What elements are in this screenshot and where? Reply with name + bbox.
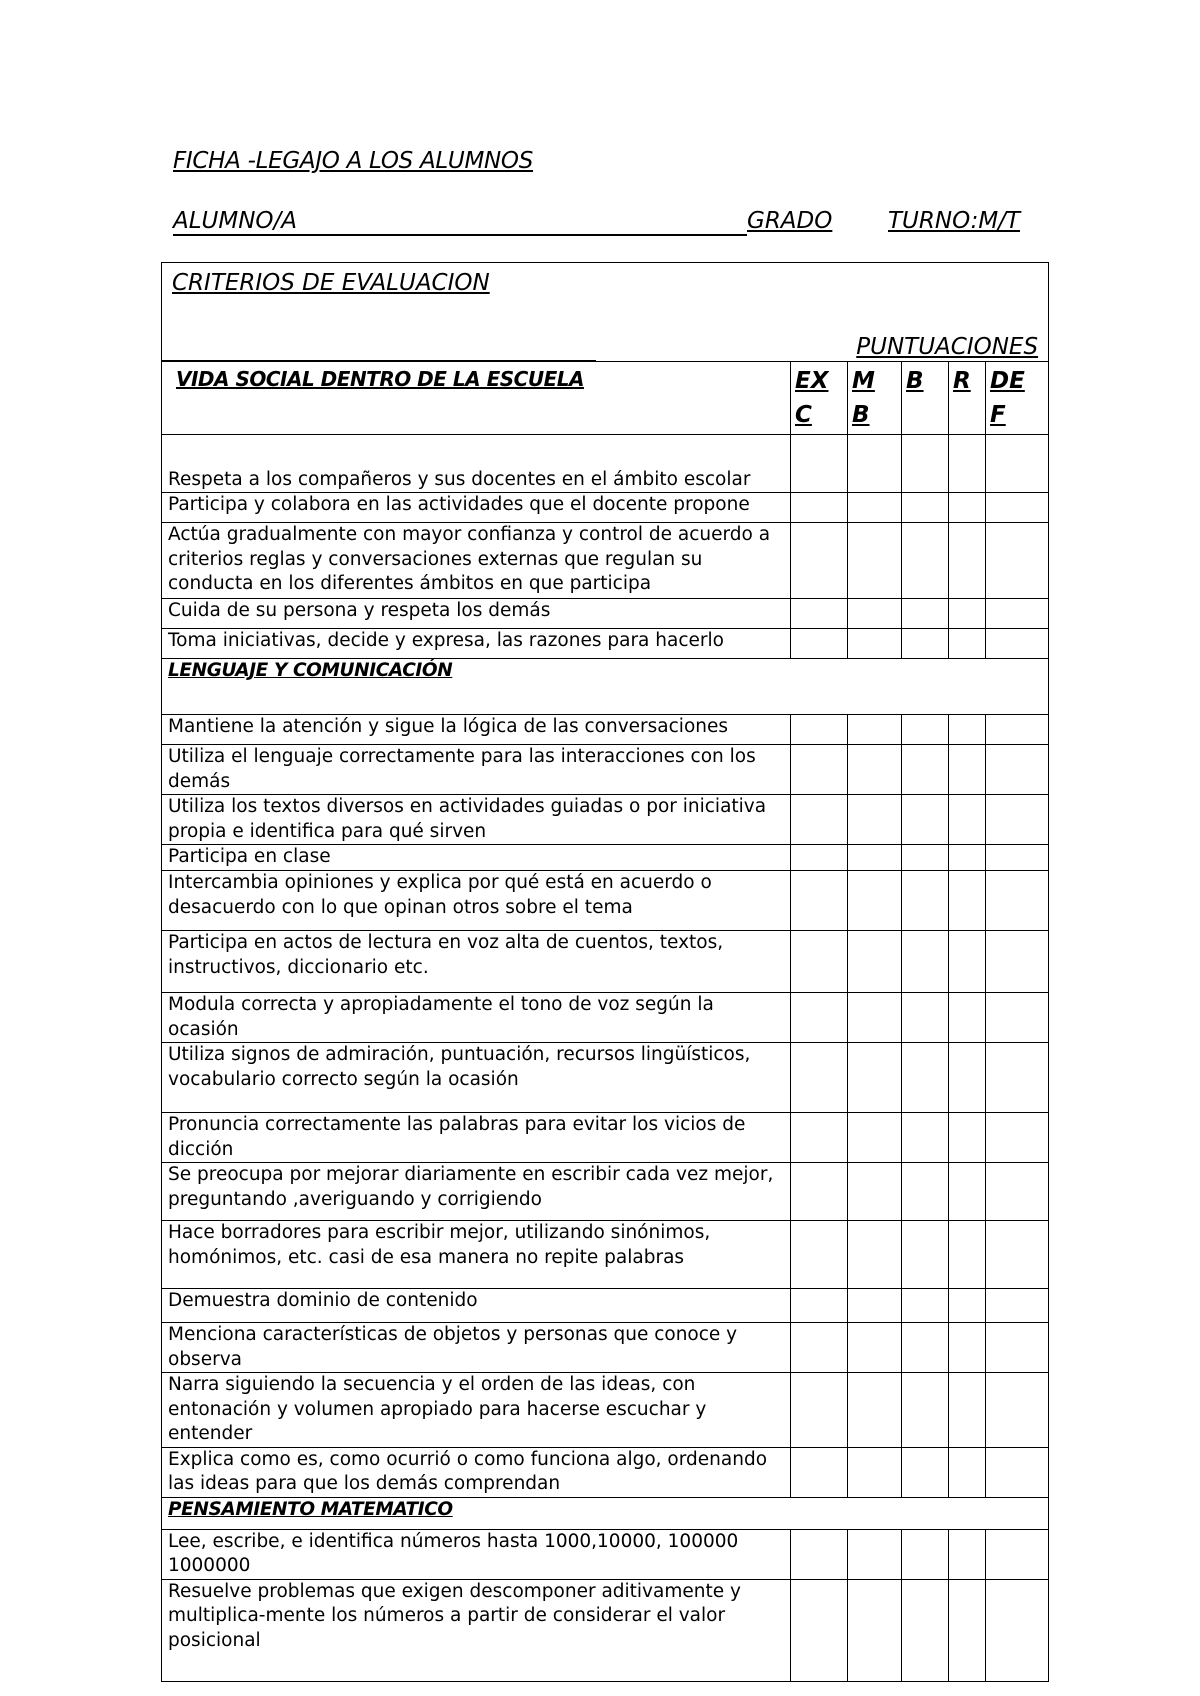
score-cell[interactable] — [949, 1529, 986, 1579]
score-cell[interactable] — [848, 1043, 902, 1113]
score-cell[interactable] — [949, 931, 986, 993]
score-cell[interactable] — [791, 1221, 848, 1289]
score-cell[interactable] — [986, 523, 1049, 599]
score-cell[interactable] — [848, 1323, 902, 1373]
score-cell[interactable] — [949, 993, 986, 1043]
score-cell[interactable] — [902, 523, 949, 599]
score-cell[interactable] — [986, 1043, 1049, 1113]
score-cell[interactable] — [949, 1289, 986, 1323]
score-cell[interactable] — [986, 1163, 1049, 1221]
criterion-text: Resuelve problemas que exigen descomponer aditivamente y multiplica-mente los números a partir de considerar el valor posicional — [162, 1579, 791, 1681]
criterion-row — [162, 1221, 1049, 1289]
score-cell[interactable] — [986, 1579, 1049, 1681]
score-cell[interactable] — [949, 1113, 986, 1163]
scores-title: PUNTUACIONES — [856, 333, 1039, 360]
score-cell[interactable] — [949, 1043, 986, 1113]
score-cell[interactable] — [949, 871, 986, 931]
criterion-row — [162, 1529, 1049, 1579]
criterion-text: Participa y colabora en las actividades que el docente propone — [162, 493, 791, 523]
criterion-row — [162, 871, 1049, 931]
score-cell[interactable] — [791, 599, 848, 629]
section-title: LENGUAJE Y COMUNICACIÓN — [162, 659, 1049, 715]
evaluation-table — [161, 262, 1049, 1682]
score-cell[interactable] — [949, 1447, 986, 1497]
criterion-row — [162, 745, 1049, 795]
score-cell[interactable] — [902, 745, 949, 795]
criterion-row — [162, 599, 1049, 629]
criteria-header-cell — [162, 263, 1049, 362]
score-col-r: R — [949, 362, 986, 435]
score-cell[interactable] — [949, 795, 986, 845]
student-info-line — [173, 208, 1035, 238]
score-cell[interactable] — [986, 871, 1049, 931]
score-cell[interactable] — [902, 1163, 949, 1221]
score-cell[interactable] — [986, 745, 1049, 795]
criterion-row — [162, 1163, 1049, 1221]
score-cell[interactable] — [902, 493, 949, 523]
score-cell[interactable] — [986, 1447, 1049, 1497]
section-header-row — [162, 362, 1049, 435]
criterion-row — [162, 629, 1049, 659]
criterion-row — [162, 1289, 1049, 1323]
score-cell[interactable] — [949, 599, 986, 629]
score-cell[interactable] — [949, 493, 986, 523]
score-cell[interactable] — [791, 1323, 848, 1373]
score-cell[interactable] — [902, 1323, 949, 1373]
score-cell[interactable] — [949, 845, 986, 871]
score-cell[interactable] — [902, 1373, 949, 1448]
criterion-row — [162, 931, 1049, 993]
score-cell[interactable] — [791, 715, 848, 745]
score-cell[interactable] — [848, 845, 902, 871]
score-cell[interactable] — [902, 599, 949, 629]
score-cell[interactable] — [986, 629, 1049, 659]
score-cell[interactable] — [949, 629, 986, 659]
criteria-title: CRITERIOS DE EVALUACION — [172, 270, 490, 296]
score-cell[interactable] — [949, 1221, 986, 1289]
criterion-text: Narra siguiendo la secuencia y el orden de las ideas, con entonación y volumen apropiado para hacerse escuchar y entender — [162, 1373, 791, 1448]
criterion-row — [162, 1373, 1049, 1448]
score-cell[interactable] — [986, 931, 1049, 993]
score-cell[interactable] — [986, 1289, 1049, 1323]
score-cell[interactable] — [902, 795, 949, 845]
score-cell[interactable] — [949, 1579, 986, 1681]
score-cell[interactable] — [986, 845, 1049, 871]
score-cell[interactable] — [848, 715, 902, 745]
document-title: FICHA -LEGAJO A LOS ALUMNOS — [173, 148, 534, 174]
score-cell[interactable] — [791, 523, 848, 599]
criterion-text: Demuestra dominio de contenido — [162, 1289, 791, 1323]
criterion-row — [162, 993, 1049, 1043]
criterion-text: Participa en clase — [162, 845, 791, 871]
score-cell[interactable] — [848, 745, 902, 795]
score-cell[interactable] — [949, 745, 986, 795]
score-cell[interactable] — [949, 523, 986, 599]
criterion-row — [162, 1113, 1049, 1163]
criterion-row — [162, 1043, 1049, 1113]
score-cell[interactable] — [986, 795, 1049, 845]
criterion-text: Lee, escribe, e identifica números hasta 1000,10000, 100000 1000000 — [162, 1529, 791, 1579]
score-cell[interactable] — [791, 1373, 848, 1448]
score-cell[interactable] — [986, 1323, 1049, 1373]
score-cell[interactable] — [902, 1579, 949, 1681]
score-cell[interactable] — [848, 599, 902, 629]
score-cell[interactable] — [791, 1289, 848, 1323]
score-cell[interactable] — [791, 993, 848, 1043]
score-cell[interactable] — [848, 629, 902, 659]
score-cell[interactable] — [848, 1289, 902, 1323]
student-label: ALUMNO/A — [173, 208, 747, 236]
score-cell[interactable] — [791, 435, 848, 493]
criterion-text: Mantiene la atención y sigue la lógica de las conversaciones — [162, 715, 791, 745]
score-cell[interactable] — [902, 931, 949, 993]
section-header-row — [162, 659, 1049, 715]
score-cell[interactable] — [791, 845, 848, 871]
score-cell[interactable] — [949, 715, 986, 745]
score-cell[interactable] — [902, 629, 949, 659]
criterion-text: Respeta a los compañeros y sus docentes en el ámbito escolar — [162, 435, 791, 493]
score-col-def: DE F — [986, 362, 1049, 435]
score-cell[interactable] — [986, 1113, 1049, 1163]
criterion-text: Cuida de su persona y respeta los demás — [162, 599, 791, 629]
score-cell[interactable] — [791, 745, 848, 795]
score-cell[interactable] — [902, 715, 949, 745]
shift-label: TURNO:M/T — [888, 208, 1020, 234]
score-cell[interactable] — [848, 1529, 902, 1579]
score-col-b: B — [902, 362, 949, 435]
score-cell[interactable] — [791, 1113, 848, 1163]
table-header-row — [162, 263, 1049, 362]
score-cell[interactable] — [986, 993, 1049, 1043]
section-title: VIDA SOCIAL DENTRO DE LA ESCUELA — [162, 362, 791, 435]
score-cell[interactable] — [902, 1529, 949, 1579]
score-cell[interactable] — [848, 871, 902, 931]
score-cell[interactable] — [848, 795, 902, 845]
criterion-text: Menciona características de objetos y personas que conoce y observa — [162, 1323, 791, 1373]
criterion-text: Modula correcta y apropiadamente el tono de voz según la ocasión — [162, 993, 791, 1043]
score-cell[interactable] — [902, 1113, 949, 1163]
section-title: PENSAMIENTO MATEMATICO — [162, 1497, 1049, 1529]
score-cell[interactable] — [902, 1043, 949, 1113]
criterion-row — [162, 1447, 1049, 1497]
score-cell[interactable] — [986, 715, 1049, 745]
criterion-row — [162, 1323, 1049, 1373]
score-cell[interactable] — [848, 931, 902, 993]
score-cell[interactable] — [986, 493, 1049, 523]
score-cell[interactable] — [848, 1447, 902, 1497]
score-cell[interactable] — [848, 1373, 902, 1448]
criterion-text: Hace borradores para escribir mejor, utilizando sinónimos, homónimos, etc. casi de esa manera no repite palabras — [162, 1221, 791, 1289]
score-col-mb: M B — [848, 362, 902, 435]
score-cell[interactable] — [791, 871, 848, 931]
criterion-text: Toma iniciativas, decide y expresa, las razones para hacerlo — [162, 629, 791, 659]
section-header-row — [162, 1497, 1049, 1529]
score-cell[interactable] — [791, 1043, 848, 1113]
score-cell[interactable] — [791, 1529, 848, 1579]
score-cell[interactable] — [791, 1447, 848, 1497]
score-cell[interactable] — [848, 1163, 902, 1221]
criterion-text: Pronuncia correctamente las palabras para evitar los vicios de dicción — [162, 1113, 791, 1163]
score-cell[interactable] — [986, 1221, 1049, 1289]
score-cell[interactable] — [848, 1221, 902, 1289]
score-cell[interactable] — [791, 795, 848, 845]
score-cell[interactable] — [791, 629, 848, 659]
score-col-exc: EX C — [791, 362, 848, 435]
criterion-text: Utiliza el lenguaje correctamente para las interacciones con los demás — [162, 745, 791, 795]
score-cell[interactable] — [986, 599, 1049, 629]
criterion-row — [162, 435, 1049, 493]
score-cell[interactable] — [848, 435, 902, 493]
score-cell[interactable] — [986, 1529, 1049, 1579]
score-cell[interactable] — [949, 1163, 986, 1221]
criterion-row — [162, 845, 1049, 871]
criterion-row — [162, 715, 1049, 745]
score-cell[interactable] — [848, 1113, 902, 1163]
criterion-text: Utiliza signos de admiración, puntuación, recursos lingüísticos, vocabulario correcto según la ocasión — [162, 1043, 791, 1113]
score-cell[interactable] — [902, 1221, 949, 1289]
score-cell[interactable] — [902, 871, 949, 931]
student-name-field[interactable] — [173, 208, 747, 236]
score-cell[interactable] — [791, 1163, 848, 1221]
score-cell[interactable] — [986, 435, 1049, 493]
score-cell[interactable] — [791, 1579, 848, 1681]
criterion-text: Utiliza los textos diversos en actividades guiadas o por iniciativa propia e identifica para qué sirven — [162, 795, 791, 845]
score-cell[interactable] — [848, 493, 902, 523]
criterion-row — [162, 1579, 1049, 1681]
score-cell[interactable] — [986, 1373, 1049, 1448]
score-cell[interactable] — [902, 993, 949, 1043]
criterion-text: Explica como es, como ocurrió o como funciona algo, ordenando las ideas para que los demás comprendan — [162, 1447, 791, 1497]
score-cell[interactable] — [949, 435, 986, 493]
criterion-row — [162, 795, 1049, 845]
score-cell[interactable] — [791, 493, 848, 523]
grade-label: GRADO — [747, 208, 833, 234]
score-cell[interactable] — [902, 1447, 949, 1497]
score-cell[interactable] — [949, 1373, 986, 1448]
score-cell[interactable] — [949, 1323, 986, 1373]
score-cell[interactable] — [791, 931, 848, 993]
criterion-text: Intercambia opiniones y explica por qué está en acuerdo o desacuerdo con lo que opinan otros sobre el tema — [162, 871, 791, 931]
score-cell[interactable] — [902, 435, 949, 493]
criterion-text: Participa en actos de lectura en voz alta de cuentos, textos, instructivos, diccionario etc. — [162, 931, 791, 993]
criterion-row — [162, 493, 1049, 523]
score-cell[interactable] — [902, 1289, 949, 1323]
criterion-text: Se preocupa por mejorar diariamente en escribir cada vez mejor, preguntando ,averiguando y corrigiendo — [162, 1163, 791, 1221]
score-cell[interactable] — [902, 845, 949, 871]
criterion-row — [162, 523, 1049, 599]
score-cell[interactable] — [848, 1579, 902, 1681]
score-cell[interactable] — [848, 993, 902, 1043]
score-cell[interactable] — [848, 523, 902, 599]
criterion-text: Actúa gradualmente con mayor confianza y control de acuerdo a criterios reglas y conversaciones externas que regulan su conducta en los diferentes ámbitos en que participa — [162, 523, 791, 599]
